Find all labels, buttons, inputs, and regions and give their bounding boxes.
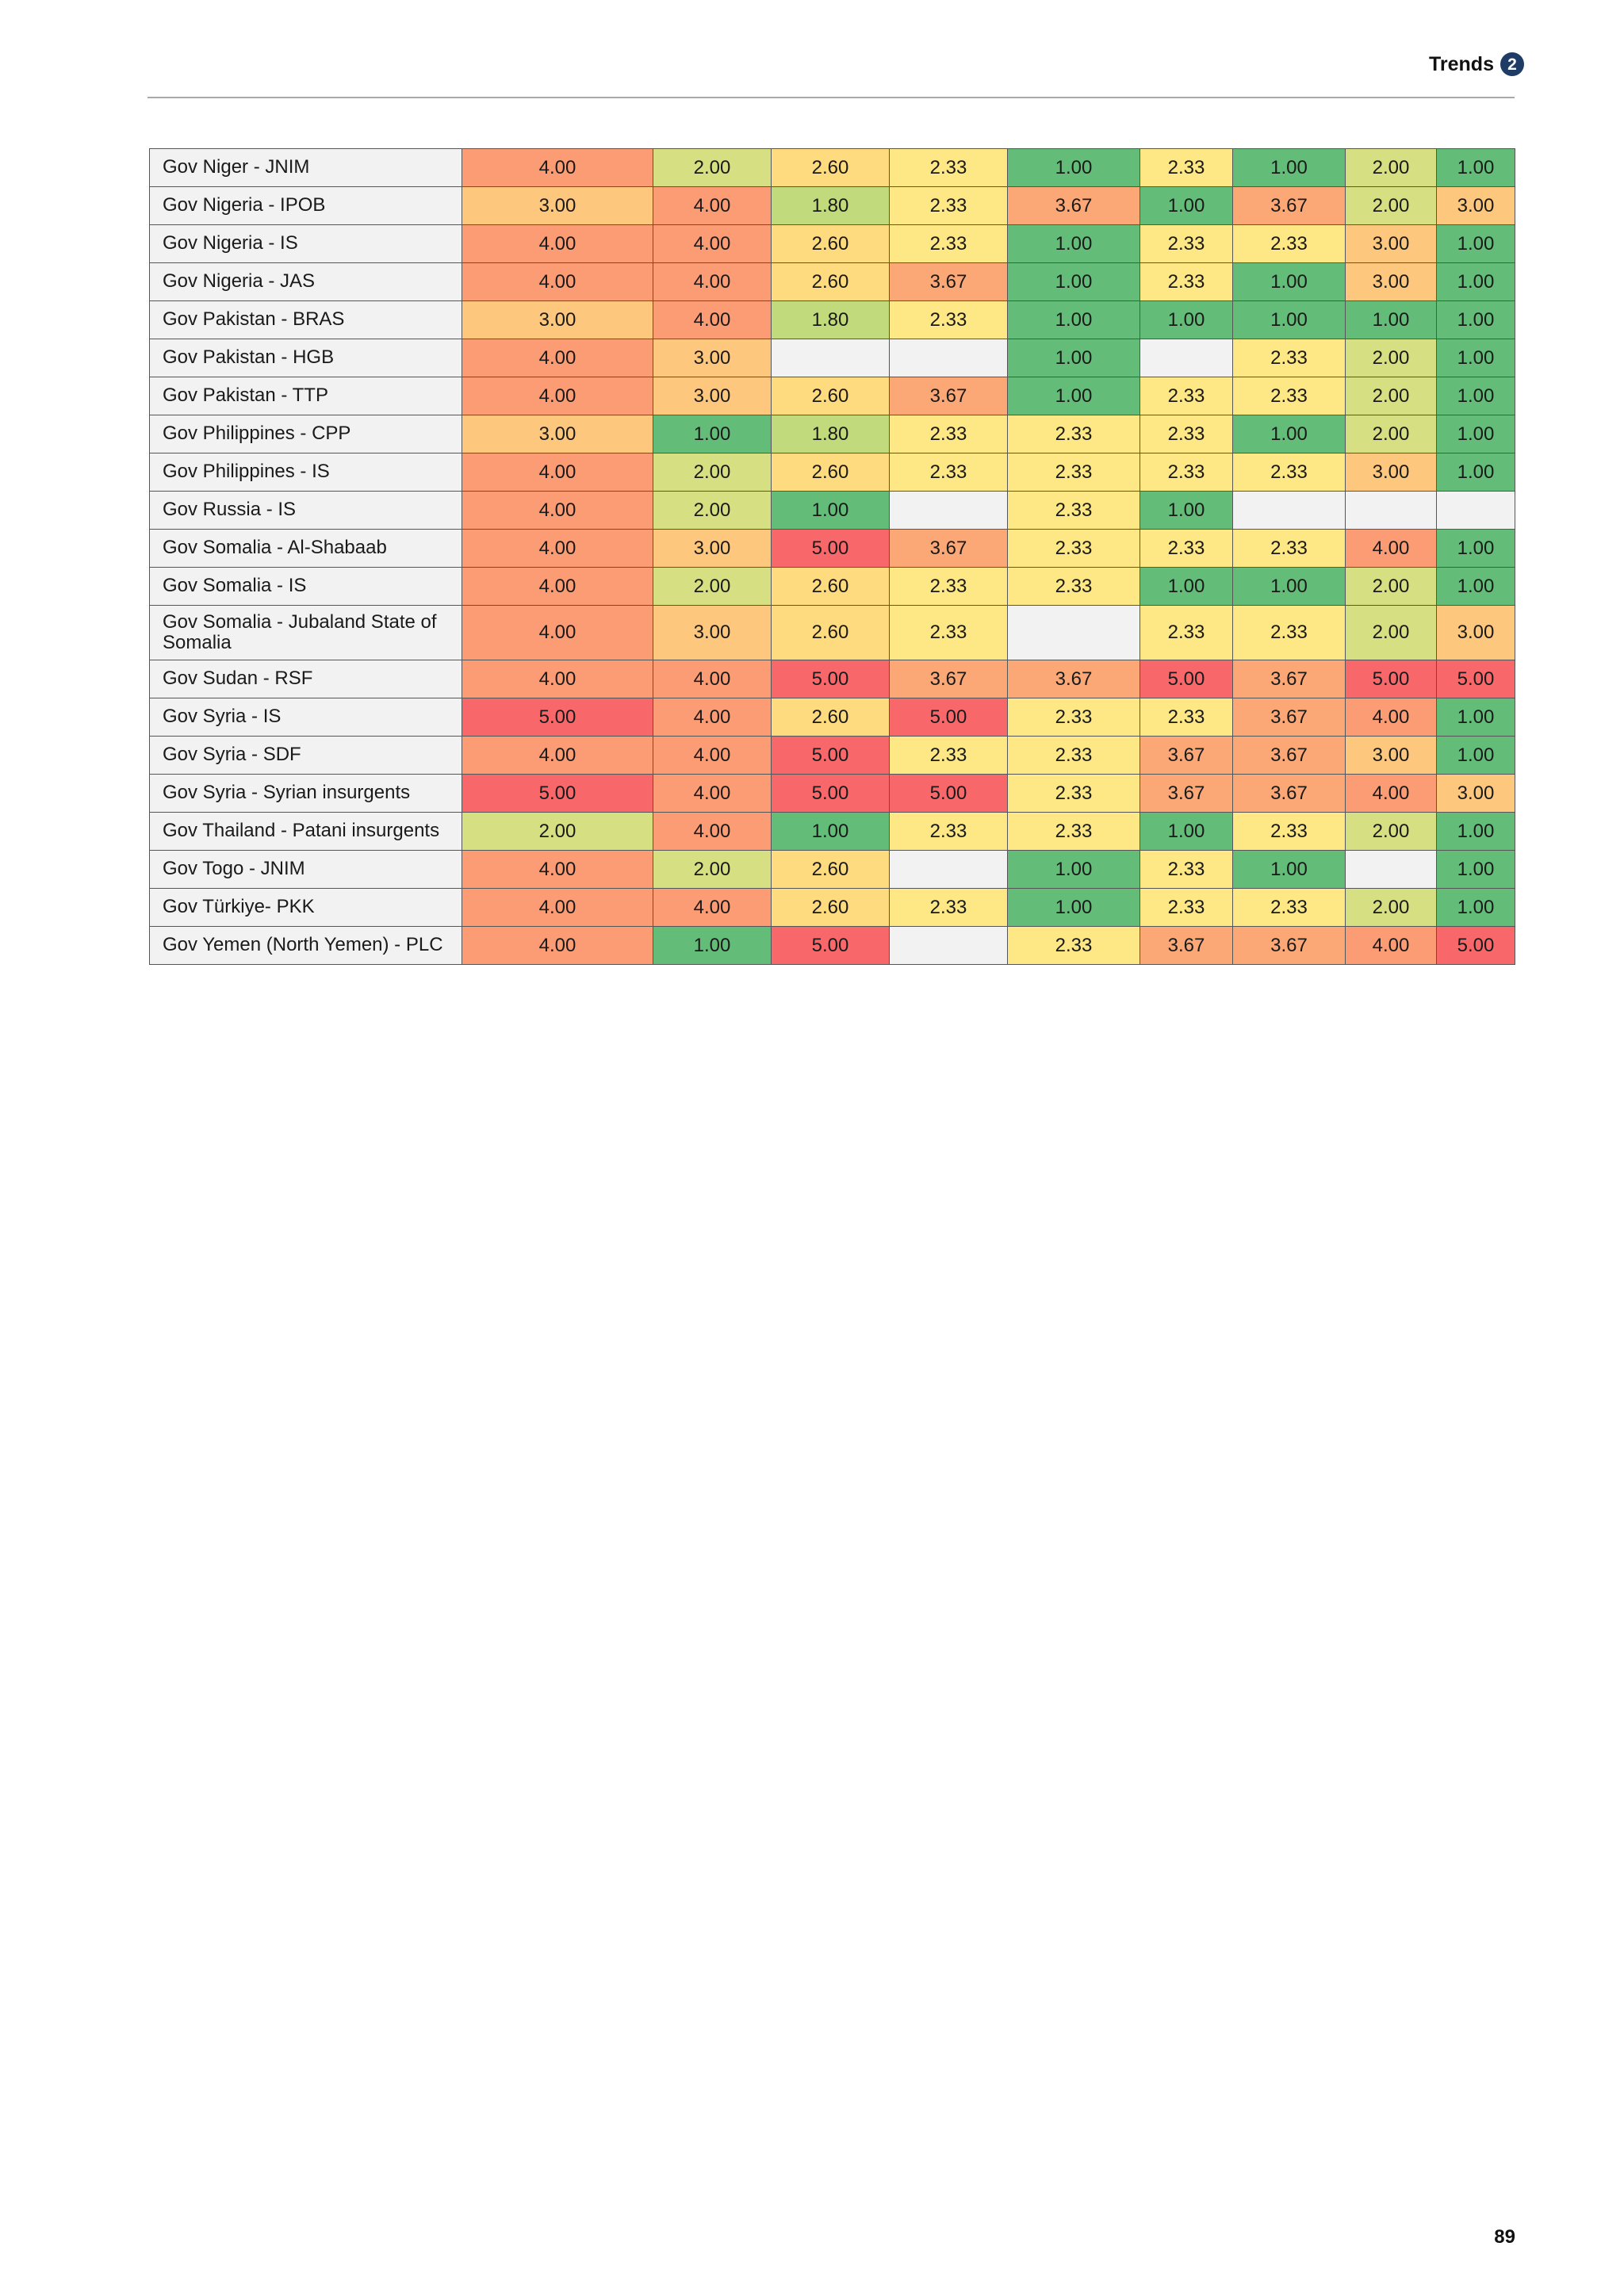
score-cell: 1.00	[1008, 339, 1140, 377]
score-cell: 3.67	[890, 377, 1008, 415]
score-cell: 1.80	[772, 415, 890, 453]
table-row	[150, 660, 1515, 698]
score-cell: 1.00	[772, 813, 890, 851]
score-cell: 3.67	[1008, 187, 1140, 225]
row-label: Gov Thailand - Patani insurgents	[150, 813, 462, 851]
score-cell: 2.00	[1346, 377, 1437, 415]
score-cell: 2.60	[772, 453, 890, 492]
table-row	[150, 737, 1515, 775]
score-cell: 2.33	[1140, 851, 1233, 889]
table-row	[150, 339, 1515, 377]
score-cell: 1.00	[1233, 263, 1346, 301]
table-row	[150, 301, 1515, 339]
row-label: Gov Philippines - CPP	[150, 415, 462, 453]
score-cell: 3.67	[890, 660, 1008, 698]
score-cell: 1.00	[1437, 851, 1515, 889]
score-cell: 5.00	[772, 530, 890, 568]
score-cell: 3.00	[653, 339, 772, 377]
score-cell: 5.00	[462, 698, 653, 737]
row-label: Gov Pakistan - BRAS	[150, 301, 462, 339]
score-cell: 4.00	[462, 149, 653, 187]
score-cell: 1.00	[1233, 568, 1346, 606]
score-cell: 4.00	[462, 660, 653, 698]
score-cell: 3.00	[653, 377, 772, 415]
score-cell: 4.00	[462, 453, 653, 492]
score-cell: 1.00	[1437, 737, 1515, 775]
score-cell: 3.00	[462, 301, 653, 339]
score-cell: 1.00	[653, 927, 772, 965]
table-row	[150, 606, 1515, 660]
row-label: Gov Yemen (North Yemen) - PLC	[150, 927, 462, 965]
score-cell: 1.00	[1437, 263, 1515, 301]
row-label: Gov Niger - JNIM	[150, 149, 462, 187]
score-cell: 2.33	[1233, 530, 1346, 568]
score-cell: 2.33	[1140, 377, 1233, 415]
score-cell: 2.33	[890, 415, 1008, 453]
score-cell: 3.00	[1346, 225, 1437, 263]
score-cell: 1.00	[1140, 187, 1233, 225]
row-label: Gov Nigeria - JAS	[150, 263, 462, 301]
score-cell: 1.00	[1437, 225, 1515, 263]
score-cell: 4.00	[462, 851, 653, 889]
table-row	[150, 813, 1515, 851]
row-label: Gov Syria - Syrian insurgents	[150, 775, 462, 813]
row-label: Gov Philippines - IS	[150, 453, 462, 492]
score-cell: 3.67	[890, 530, 1008, 568]
score-cell: 2.33	[890, 568, 1008, 606]
score-cell: 2.33	[1008, 492, 1140, 530]
score-cell: 2.33	[1008, 813, 1140, 851]
score-cell: 5.00	[772, 775, 890, 813]
score-cell: 2.33	[890, 301, 1008, 339]
score-cell: 3.67	[1233, 927, 1346, 965]
score-cell: 2.60	[772, 377, 890, 415]
row-label: Gov Pakistan - HGB	[150, 339, 462, 377]
score-cell: 4.00	[462, 737, 653, 775]
row-label: Gov Sudan - RSF	[150, 660, 462, 698]
score-cell: 2.00	[653, 492, 772, 530]
table-row	[150, 225, 1515, 263]
score-cell: 2.33	[890, 187, 1008, 225]
score-cell: 2.33	[1008, 415, 1140, 453]
score-cell: 2.00	[1346, 813, 1437, 851]
score-cell: 3.67	[890, 263, 1008, 301]
score-cell: 3.00	[1346, 263, 1437, 301]
score-cell: 2.33	[1008, 698, 1140, 737]
score-cell: 4.00	[1346, 530, 1437, 568]
score-cell: 2.33	[890, 813, 1008, 851]
score-cell: 2.00	[1346, 187, 1437, 225]
score-cell: 1.00	[1233, 301, 1346, 339]
score-cell: 2.33	[1140, 415, 1233, 453]
score-cell: 2.00	[462, 813, 653, 851]
score-cell: 1.00	[1437, 377, 1515, 415]
score-cell: 4.00	[653, 660, 772, 698]
score-cell: 3.67	[1233, 187, 1346, 225]
score-cell: 5.00	[1437, 927, 1515, 965]
score-cell: 1.00	[653, 415, 772, 453]
score-cell: 1.00	[1008, 225, 1140, 263]
table-row	[150, 149, 1515, 187]
score-cell: 2.60	[772, 263, 890, 301]
score-cell: 5.00	[462, 775, 653, 813]
score-cell: 4.00	[1346, 698, 1437, 737]
score-cell: 1.00	[1008, 301, 1140, 339]
score-cell: 2.33	[1008, 568, 1140, 606]
table-row	[150, 927, 1515, 965]
score-cell: 5.00	[772, 927, 890, 965]
score-cell: 1.00	[1008, 377, 1140, 415]
table-row	[150, 187, 1515, 225]
score-cell: 1.00	[1233, 149, 1346, 187]
score-cell: 3.67	[1008, 660, 1140, 698]
row-label: Gov Somalia - Al-Shabaab	[150, 530, 462, 568]
row-label: Gov Nigeria - IS	[150, 225, 462, 263]
score-cell	[772, 339, 890, 377]
table-row	[150, 568, 1515, 606]
score-cell: 3.00	[653, 530, 772, 568]
score-cell: 1.00	[1437, 339, 1515, 377]
score-cell: 2.33	[1233, 453, 1346, 492]
score-cell: 3.00	[462, 415, 653, 453]
score-cell: 4.00	[462, 263, 653, 301]
score-cell: 4.00	[462, 606, 653, 660]
score-cell: 3.00	[462, 187, 653, 225]
score-cell: 2.33	[1008, 453, 1140, 492]
score-cell: 1.00	[1437, 813, 1515, 851]
score-cell: 3.67	[1233, 698, 1346, 737]
score-cell: 1.00	[1437, 698, 1515, 737]
row-label: Gov Togo - JNIM	[150, 851, 462, 889]
score-cell: 4.00	[462, 339, 653, 377]
score-cell: 2.33	[1008, 927, 1140, 965]
score-cell: 2.60	[772, 698, 890, 737]
score-cell: 2.33	[890, 453, 1008, 492]
score-cell: 4.00	[462, 225, 653, 263]
score-cell: 4.00	[653, 225, 772, 263]
score-cell: 1.00	[1008, 851, 1140, 889]
score-cell: 5.00	[1346, 660, 1437, 698]
score-cell: 2.33	[1140, 606, 1233, 660]
row-label: Gov Pakistan - TTP	[150, 377, 462, 415]
row-label: Gov Somalia - IS	[150, 568, 462, 606]
score-cell: 1.00	[1437, 453, 1515, 492]
score-cell: 1.00	[1140, 568, 1233, 606]
score-cell: 2.33	[1140, 698, 1233, 737]
score-cell: 2.00	[1346, 339, 1437, 377]
score-cell: 2.33	[1233, 377, 1346, 415]
score-cell: 4.00	[653, 737, 772, 775]
score-cell: 4.00	[462, 530, 653, 568]
score-cell: 2.60	[772, 568, 890, 606]
score-cell: 2.33	[1140, 889, 1233, 927]
score-cell: 2.33	[1233, 339, 1346, 377]
score-cell: 4.00	[462, 889, 653, 927]
score-cell: 5.00	[1140, 660, 1233, 698]
score-cell	[890, 851, 1008, 889]
score-cell: 2.00	[653, 453, 772, 492]
header-divider	[147, 97, 1515, 98]
score-cell: 1.00	[1140, 301, 1233, 339]
score-cell: 1.00	[1437, 149, 1515, 187]
score-cell	[1346, 492, 1437, 530]
score-cell: 4.00	[653, 187, 772, 225]
score-cell: 3.00	[653, 606, 772, 660]
score-cell: 4.00	[462, 927, 653, 965]
score-cell: 2.33	[1008, 775, 1140, 813]
score-cell: 2.33	[890, 149, 1008, 187]
score-cell: 2.00	[653, 851, 772, 889]
score-cell: 1.00	[1346, 301, 1437, 339]
score-cell: 1.00	[772, 492, 890, 530]
page-header	[1429, 52, 1524, 76]
score-cell: 2.00	[653, 149, 772, 187]
table-row	[150, 263, 1515, 301]
score-cell: 2.33	[890, 606, 1008, 660]
score-cell: 3.67	[1140, 775, 1233, 813]
scores-table-body	[150, 149, 1515, 965]
score-cell: 3.00	[1346, 453, 1437, 492]
table-row	[150, 775, 1515, 813]
score-cell: 1.00	[1008, 263, 1140, 301]
score-cell: 2.60	[772, 851, 890, 889]
table-row	[150, 453, 1515, 492]
score-cell: 1.00	[1233, 851, 1346, 889]
score-cell: 2.60	[772, 606, 890, 660]
table-row	[150, 377, 1515, 415]
score-cell: 3.00	[1437, 775, 1515, 813]
score-cell: 2.33	[1140, 225, 1233, 263]
score-cell: 2.60	[772, 149, 890, 187]
score-cell: 2.00	[653, 568, 772, 606]
row-label: Gov Türkiye- PKK	[150, 889, 462, 927]
score-cell: 2.00	[1346, 149, 1437, 187]
score-cell: 4.00	[653, 775, 772, 813]
section-number-badge: 2	[1500, 52, 1524, 76]
score-cell: 1.00	[1437, 530, 1515, 568]
score-cell: 4.00	[653, 698, 772, 737]
score-cell: 4.00	[653, 301, 772, 339]
score-cell: 2.00	[1346, 568, 1437, 606]
score-cell	[1140, 339, 1233, 377]
score-cell: 5.00	[772, 737, 890, 775]
score-cell: 3.67	[1140, 927, 1233, 965]
score-cell: 1.00	[1437, 889, 1515, 927]
score-cell	[1008, 606, 1140, 660]
score-cell: 2.33	[1140, 530, 1233, 568]
score-cell: 4.00	[653, 263, 772, 301]
table-row	[150, 851, 1515, 889]
row-label: Gov Somalia - Jubaland State of Somalia	[150, 606, 462, 660]
score-cell: 2.33	[1233, 225, 1346, 263]
score-cell: 5.00	[890, 775, 1008, 813]
score-cell: 2.33	[890, 225, 1008, 263]
score-cell: 2.33	[890, 737, 1008, 775]
table-row	[150, 889, 1515, 927]
score-cell: 4.00	[462, 377, 653, 415]
score-cell: 4.00	[462, 568, 653, 606]
table-row	[150, 415, 1515, 453]
score-cell: 1.00	[1437, 415, 1515, 453]
section-title: Trends	[1429, 52, 1494, 75]
score-cell: 3.67	[1140, 737, 1233, 775]
score-cell: 1.00	[1008, 149, 1140, 187]
score-cell: 1.00	[1233, 415, 1346, 453]
score-cell: 1.00	[1437, 301, 1515, 339]
score-cell: 2.33	[1233, 889, 1346, 927]
table-row	[150, 530, 1515, 568]
score-cell: 3.00	[1346, 737, 1437, 775]
score-cell: 4.00	[1346, 927, 1437, 965]
table-row	[150, 698, 1515, 737]
score-cell: 2.00	[1346, 415, 1437, 453]
scores-table-container	[149, 148, 1515, 965]
row-label: Gov Russia - IS	[150, 492, 462, 530]
score-cell	[890, 492, 1008, 530]
score-cell: 2.33	[1140, 263, 1233, 301]
score-cell: 4.00	[653, 889, 772, 927]
score-cell: 1.80	[772, 301, 890, 339]
score-cell	[1346, 851, 1437, 889]
score-cell: 1.00	[1140, 813, 1233, 851]
score-cell: 5.00	[1437, 660, 1515, 698]
score-cell: 2.33	[1233, 813, 1346, 851]
score-cell: 3.67	[1233, 775, 1346, 813]
score-cell: 3.00	[1437, 606, 1515, 660]
score-cell: 4.00	[462, 492, 653, 530]
score-cell: 2.33	[1008, 737, 1140, 775]
score-cell: 3.67	[1233, 660, 1346, 698]
scores-table	[149, 148, 1515, 965]
score-cell: 1.00	[1140, 492, 1233, 530]
score-cell: 3.00	[1437, 187, 1515, 225]
table-row	[150, 492, 1515, 530]
score-cell	[890, 339, 1008, 377]
score-cell	[1233, 492, 1346, 530]
score-cell: 2.33	[1233, 606, 1346, 660]
row-label: Gov Nigeria - IPOB	[150, 187, 462, 225]
score-cell: 4.00	[653, 813, 772, 851]
score-cell: 3.67	[1233, 737, 1346, 775]
score-cell: 2.33	[1008, 530, 1140, 568]
score-cell: 5.00	[890, 698, 1008, 737]
page-number: 89	[1494, 2226, 1515, 2248]
score-cell: 5.00	[772, 660, 890, 698]
score-cell: 2.60	[772, 225, 890, 263]
score-cell: 1.00	[1437, 568, 1515, 606]
score-cell: 1.80	[772, 187, 890, 225]
row-label: Gov Syria - IS	[150, 698, 462, 737]
score-cell	[1437, 492, 1515, 530]
score-cell: 2.00	[1346, 889, 1437, 927]
score-cell: 2.33	[890, 889, 1008, 927]
score-cell	[890, 927, 1008, 965]
row-label: Gov Syria - SDF	[150, 737, 462, 775]
score-cell: 4.00	[1346, 775, 1437, 813]
score-cell: 2.33	[1140, 149, 1233, 187]
score-cell: 2.60	[772, 889, 890, 927]
score-cell: 2.33	[1140, 453, 1233, 492]
score-cell: 1.00	[1008, 889, 1140, 927]
score-cell: 2.00	[1346, 606, 1437, 660]
